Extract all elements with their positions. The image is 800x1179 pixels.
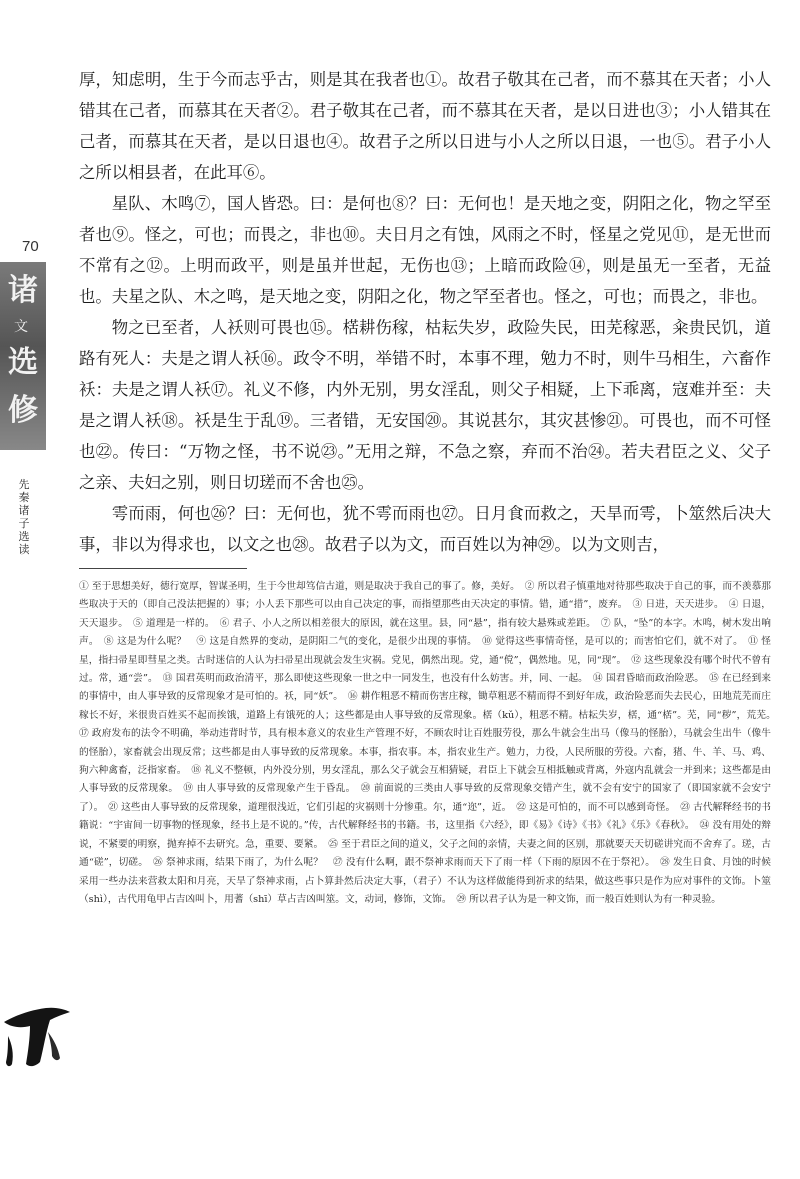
sidebar-char-xuan: 选 [8,345,38,380]
paragraph-star-fall: 星队、木鸣⑦，国人皆恐。曰：是何也⑧？曰：无何也！是天地之变，阴阳之化，物之罕至者也⑨。怪之，可也；而畏之，非也⑩。夫日月之有蚀，风雨之不时，怪星之党见⑪，是无世而不常有之⑫。上明而政平，则是虽并世起，无伤也⑬；上暗而政险⑭，则是虽无一至者，无益也。夫星之队、木之鸣，是天地之变，阴阳之化，物之罕至者也。怪之，可也；而畏之，非也。 [79,194,771,306]
series-title: 先秦诸子选读 [18,478,30,556]
footnote-divider [79,568,247,569]
paragraph-human-omens: 物之已至者，人袄则可畏也⑮。楛耕伤稼，枯耘失岁，政险失民，田芜稼恶，籴贵民饥，道路有死人：夫是之谓人袄⑯。政令不明，举错不时，本事不理，勉力不时，则牛马相生，六畜作袄：夫是之谓人袄⑰。礼义不修，内外无别，男女淫乱，则父子相疑，上下乖离，寇难并至：夫是之谓人袄⑱。袄是生于乱⑲。三者错，无安国⑳。其说甚尔，其灾甚惨㉑。可畏也，而不可怪也㉒。传曰：“万物之怪，书不说㉓。”无用之辩，不急之察，弃而不治㉔。若夫君臣之义、父子之亲、夫妇之别，则日切瑳而不舍也㉕。 [79,318,771,492]
paragraph-continuation: 厚，知虑明，生于今而志乎古，则是其在我者也①。故君子敬其在己者，而不慕其在天者；小人错其在己者，而慕其在天者②。君子敬其在己者，而不慕其在天者，是以日进也③；小人错其在己者，而慕其在天者，是以日退也④。故君子之所以日进与小人之所以日退，一也⑤。君子小人之所以相县者，在此耳⑥。 [79,70,771,182]
footnotes: ① 至于思想美好，德行宽厚，智谋圣明，生于今世却笃信古道，则是取决于我自己的事了。修，美好。 ② 所以君子慎重地对待那些取决于自己的事，而不羡慕那些取决于天的（即自己没法把握的）事；小人丢下那些可以由自己决定的事，而指望那些由天决定的事情。错，通“措”，废弃。 ③ 日进，天天进步。 ④ 日退，天天退步。 ⑤ 道理是一样的。 ⑥ 君子、小人之所以相差很大的原因，就在这里。县，同“悬”，指有较大悬殊或差距。 ⑦ 队，“坠”的本字。木鸣，树木发出响声。 ⑧ 这是为什么呢？ ⑨ 这是自然界的变动，是阴阳二气的变化，是很少出现的事情。 ⑩ 觉得这些事情奇怪，是可以的；而害怕它们，就不对了。 ⑪ 怪星，指扫帚星即彗星之类。古时迷信的人认为扫帚星出现就会发生灾祸。党见，偶然出现。党，通“傥”，偶然地。见，同“现”。 ⑫ 这些现象没有哪个时代不曾有过。常，通“尝”。 ⑬ 国君英明而政治清平，那么即使这些现象一世之中一同发生，也没有什么妨害。并，同、一起。 ⑭ 国君昏暗而政治险恶。 ⑮ 在已经到来的事情中，由人事导致的反常现象才是可怕的。袄，同“妖”。 ⑯ 耕作粗恶不精而伤害庄稼，锄草粗恶不精而得不到好年成，政治险恶而失去民心，田地荒芜而庄稼长不好，米很贵百姓买不起而挨饿，道路上有饿死的人；这些都是由人事导致的反常现象。楛（kǔ），粗恶不精。枯耘失岁，楛，通“楛”。芜，同“秽”，荒芜。 ⑰ 政府发布的法令不明确，举动违背时节，具有根本意义的农业生产管理不好，不顾农时让百姓服劳役，那么牛就会生出马（像马的怪胎），马就会生出牛（像牛的怪胎），家畜就会出现反常；这些都是由人事导致的反常现象。本事，指农事。本，指农业生产。勉力，力役，人民所服的劳役。六畜，猪、牛、羊、马、鸡、狗六种禽畜，泛指家畜。 ⑱ 礼义不整顿，内外没分别，男女淫乱，那么父子就会互相猜疑，君臣上下就会互相抵触或背离，外寇内乱就会一并到来；这些都是由人事导致的反常现象。 ⑲ 由人事导致的反常现象产生于昏乱。 ⑳ 前面说的三类由人事导致的反常现象交错产生，就不会有安宁的国家了（即国家就不会安宁了）。 ㉑ 这些由人事导致的反常现象，道理很浅近，它们引起的灾祸则十分惨重。尔，通“迩”，近。 ㉒ 这是可怕的，而不可以感到奇怪。 ㉓ 古代解释经书的书籍说：“宇宙间一切事物的怪现象，经书上是不说的。”传，古代解释经书的书籍。书，这里指《六经》，即《易》《诗》《书》《礼》《乐》《春秋》。 ㉔ 没有用处的辩说，不紧要的明察，抛弃掉不去研究。急，重要、要紧。 ㉕ 至于君臣之间的道义，父子之间的亲情，夫妻之间的区别，那就要天天切磋讲究而不舍弃了。瑳，古通“磋”，切磋。 ㉖ 祭神求雨，结果下雨了，为什么呢？ ㉗ 没有什么啊，跟不祭神求雨而天下了雨一样（下雨的原因不在于祭祀）。 ㉘ 发生日食、月蚀的时候采用一些办法来营救太阳和月亮，天旱了祭神求雨，占卜算卦然后决定大事，（君子）不认为这样做能得到祈求的结果，做这些事只是作为应对事件的文饰。卜筮（shì），古代用龟甲占吉凶叫卜，用蓍（shī）草占吉凶叫筮。文，动词，修饰，文饰。 ㉙ 所以君子认为是一种文饰，而一般百姓则认为有一种灵验。 [79,581,781,905]
sidebar-title-strip [0,262,46,450]
main-text [79,64,771,560]
sidebar-char-zhu: 诸 [8,273,38,308]
calligraphy-brush-icon [0,992,72,1072]
sidebar-char-xiu: 修 [8,393,38,428]
sidebar-char-wen: 文 [14,319,28,335]
page-number: 70 [22,238,39,255]
paragraph-rain-ritual: 雩而雨，何也㉖？曰：无何也，犹不雩而雨也㉗。日月食而救之，天旱而雩，卜筮然后决大事，非以为得求也，以文之也㉘。故君子以为文，而百姓以为神㉙。以为文则吉， [79,504,771,554]
